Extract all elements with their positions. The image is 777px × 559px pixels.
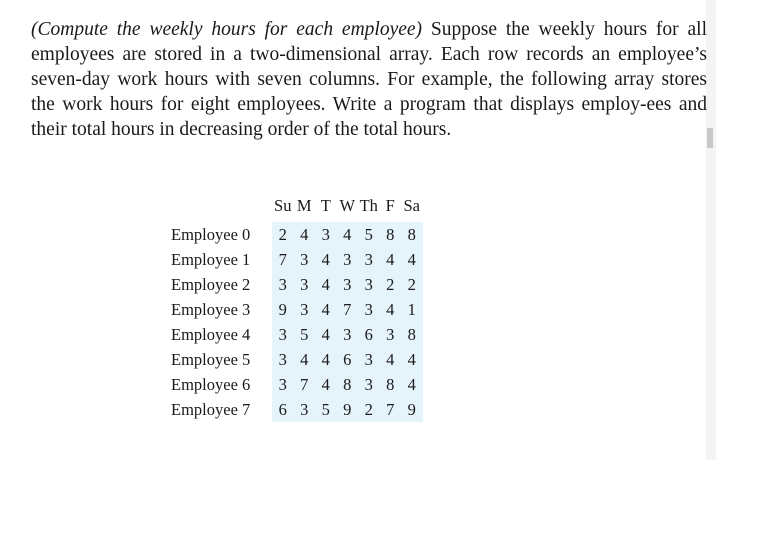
table-cell: 3	[315, 222, 337, 247]
table-row	[171, 272, 423, 297]
scroll-thumb[interactable]	[707, 128, 713, 148]
hours-table-container	[171, 193, 423, 422]
table-cell: 3	[272, 322, 294, 347]
table-cell: 5	[315, 397, 337, 422]
column-header-th: Th	[359, 195, 378, 215]
table-cell: 4	[315, 372, 337, 397]
table-cell: 4	[315, 247, 337, 272]
table-cell: 9	[272, 297, 294, 322]
column-header-t: T	[320, 195, 331, 215]
table-cell: 4	[315, 347, 337, 372]
table-cell: 2	[380, 272, 402, 297]
table-cell: 9	[337, 397, 359, 422]
table-cell: 4	[401, 247, 423, 272]
table-cell: 4	[315, 322, 337, 347]
table-cell: 4	[380, 297, 402, 322]
table-cell: 8	[401, 322, 423, 347]
problem-body: Suppose the weekly hours for all employees are stored in a two-dimensional array. Each row records an employee’s seven-day work hours with seven columns. For example, the following array stores the work hours for eight employees. Write a program that displays employ-ees and their total hours in decreasing order of the total hours.	[31, 19, 707, 140]
column-header-f: F	[385, 195, 395, 215]
row-label: Employee 2	[171, 274, 251, 294]
column-header-sa: Sa	[403, 195, 420, 215]
table-row	[171, 397, 423, 422]
table-cell: 3	[358, 372, 380, 397]
table-cell: 3	[272, 372, 294, 397]
table-row	[171, 347, 423, 372]
table-cell: 4	[294, 347, 316, 372]
row-label: Employee 5	[171, 349, 251, 369]
table-cell: 3	[272, 347, 294, 372]
table-cell: 5	[294, 322, 316, 347]
table-cell: 8	[401, 222, 423, 247]
table-cell: 6	[358, 322, 380, 347]
table-cell: 3	[358, 347, 380, 372]
column-header-m: M	[296, 195, 312, 215]
table-cell: 2	[358, 397, 380, 422]
table-cell: 4	[315, 272, 337, 297]
table-cell: 6	[337, 347, 359, 372]
row-label: Employee 3	[171, 299, 251, 319]
table-cell: 4	[380, 347, 402, 372]
table-cell: 3	[337, 322, 359, 347]
table-cell: 3	[358, 272, 380, 297]
table-cell: 3	[358, 297, 380, 322]
table-cell: 8	[380, 222, 402, 247]
table-cell: 8	[380, 372, 402, 397]
table-cell: 7	[337, 297, 359, 322]
row-label: Employee 4	[171, 324, 251, 344]
table-cell: 3	[294, 272, 316, 297]
table-row	[171, 297, 423, 322]
table-cell: 3	[272, 272, 294, 297]
table-cell: 3	[380, 322, 402, 347]
table-cell: 3	[337, 272, 359, 297]
table-row	[171, 322, 423, 347]
table-cell: 4	[380, 247, 402, 272]
scroll-track[interactable]	[706, 0, 716, 460]
table-cell: 9	[401, 397, 423, 422]
table-header-row	[171, 193, 423, 222]
table-cell: 3	[294, 397, 316, 422]
hours-table	[171, 193, 423, 422]
row-label: Employee 6	[171, 374, 251, 394]
table-cell: 4	[401, 347, 423, 372]
row-label: Employee 7	[171, 399, 251, 419]
table-cell: 7	[380, 397, 402, 422]
table-cell: 3	[358, 247, 380, 272]
table-cell: 8	[337, 372, 359, 397]
table-cell: 5	[358, 222, 380, 247]
table-row	[171, 372, 423, 397]
table-cell: 2	[272, 222, 294, 247]
table-cell: 4	[337, 222, 359, 247]
problem-statement	[31, 17, 707, 142]
table-cell: 7	[294, 372, 316, 397]
table-cell: 4	[401, 372, 423, 397]
table-cell: 2	[401, 272, 423, 297]
table-cell: 4	[294, 222, 316, 247]
header-corner	[171, 193, 272, 222]
table-row	[171, 222, 423, 247]
table-cell: 3	[294, 247, 316, 272]
table-cell: 4	[315, 297, 337, 322]
table-row	[171, 247, 423, 272]
column-header-w: W	[339, 195, 356, 215]
row-label: Employee 0	[171, 224, 251, 244]
column-header-su: Su	[274, 195, 292, 215]
table-cell: 3	[337, 247, 359, 272]
table-cell: 3	[294, 297, 316, 322]
table-cell: 7	[272, 247, 294, 272]
row-label: Employee 1	[171, 249, 251, 269]
table-cell: 6	[272, 397, 294, 422]
problem-title: (Compute the weekly hours for each employee)	[31, 19, 423, 40]
table-cell: 1	[401, 297, 423, 322]
